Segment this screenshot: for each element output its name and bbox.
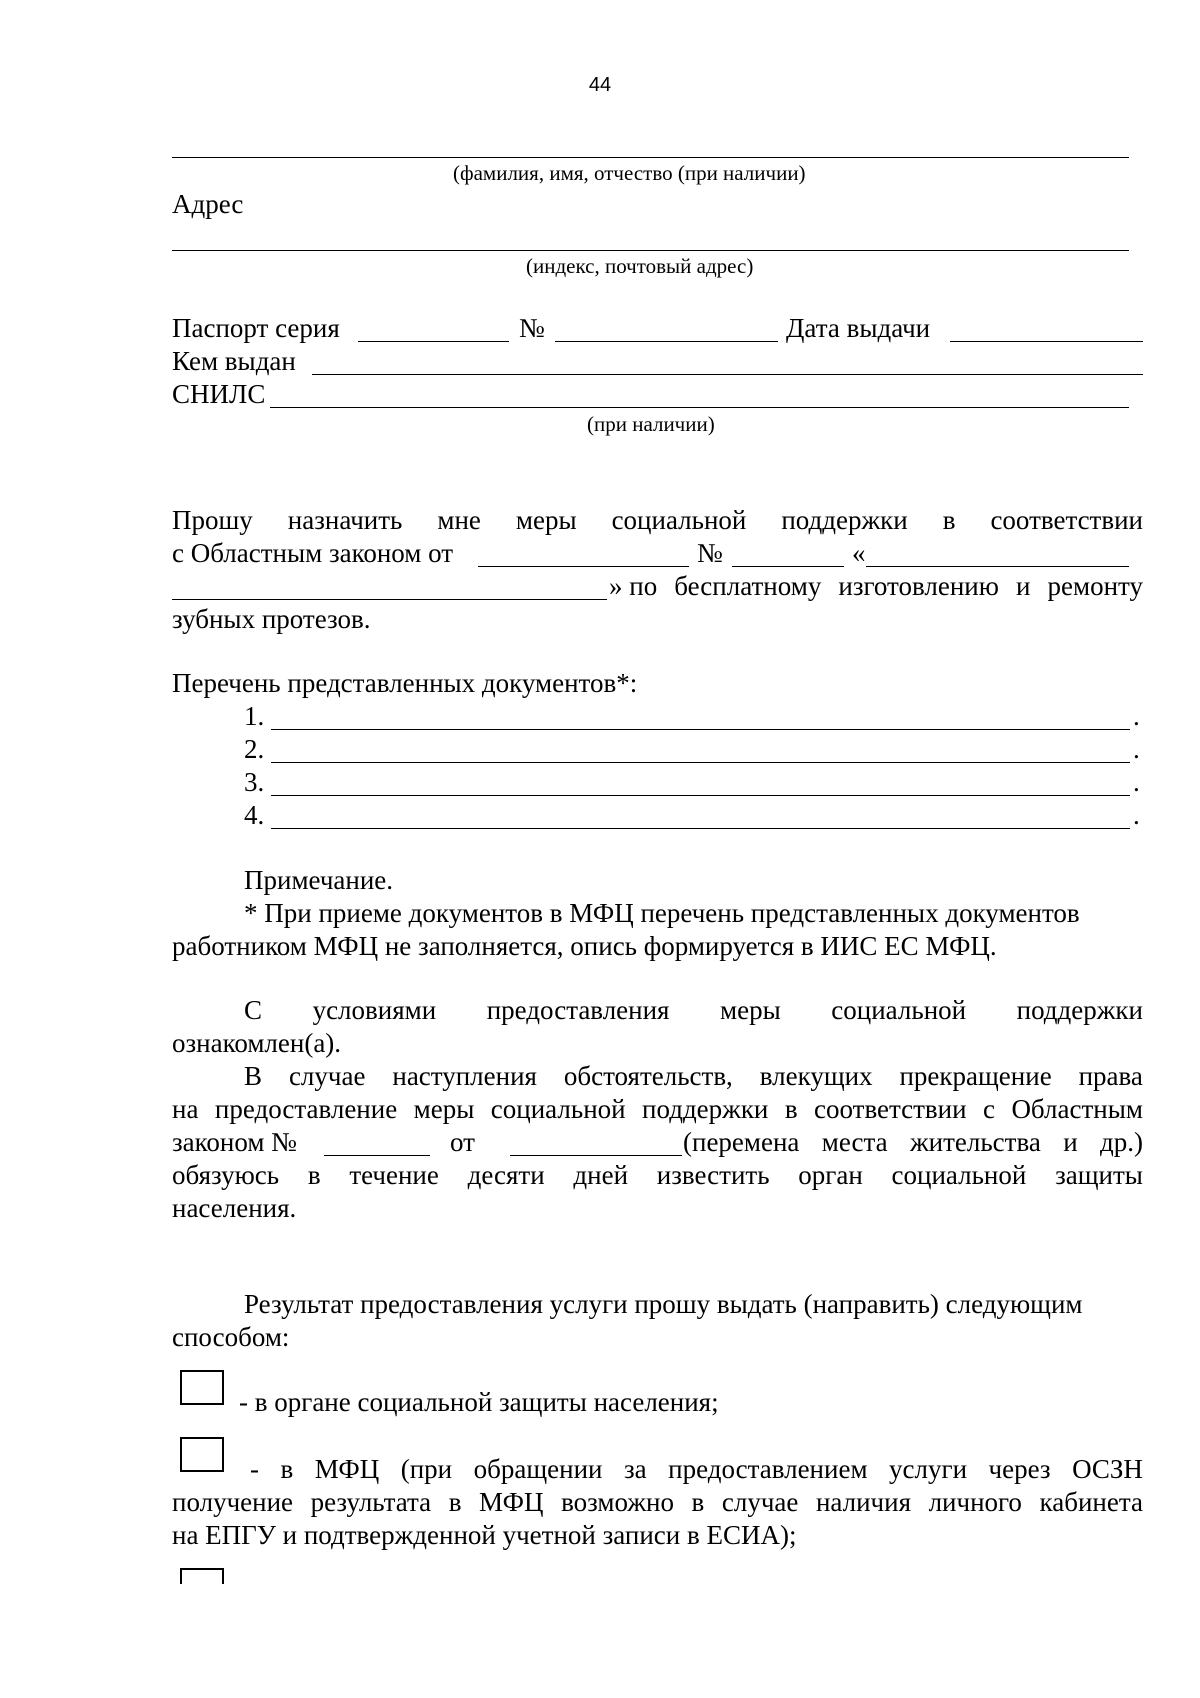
result-line-1: Результат предоставления услуги прошу выдать (направить) следующим <box>244 1289 1083 1319</box>
request-line-3 <box>609 570 1143 602</box>
document-item-number: 2. <box>244 734 265 764</box>
request-line-2c: « <box>852 538 866 568</box>
word: С <box>244 995 263 1025</box>
option-mfc-line-3: на ЕПГУ и подтвержденной учетной записи в ЕСИА); <box>172 1520 797 1550</box>
passport-number-label: № <box>519 313 545 343</box>
conditions-line-4 <box>172 1093 1143 1125</box>
word: социальной <box>891 1160 1027 1190</box>
snils-caption: (при наличии) <box>587 412 715 436</box>
conditions-law-number-field[interactable] <box>324 1155 430 1156</box>
word: за <box>623 1454 647 1484</box>
conditions-line-7: населения. <box>172 1193 297 1223</box>
word: Прошу <box>172 505 253 535</box>
word: случае <box>721 1487 799 1517</box>
word: с <box>983 1094 995 1124</box>
request-line-2b: № <box>697 538 723 568</box>
word: и <box>1063 1127 1078 1157</box>
word: обстоятельств, <box>563 1061 733 1091</box>
word: - <box>250 1454 259 1484</box>
word: прекращение <box>899 1061 1052 1091</box>
word: меры <box>413 1094 475 1124</box>
document-item-end: . <box>1133 767 1140 797</box>
word: личного <box>928 1487 1022 1517</box>
conditions-law-date-field[interactable] <box>510 1155 682 1156</box>
address-label: Адрес <box>172 189 244 219</box>
option-mfc-line-1 <box>250 1453 1143 1485</box>
document-item-field[interactable] <box>271 729 1130 730</box>
word: течение <box>349 1160 439 1190</box>
word: условиями <box>312 995 437 1025</box>
word: известить <box>656 1160 770 1190</box>
document-item-number: 4. <box>244 800 265 830</box>
page-number: 44 <box>588 74 612 96</box>
conditions-line-6 <box>172 1159 1143 1191</box>
document-item-end: . <box>1133 701 1140 731</box>
conditions-line-2: ознакомлен(а). <box>172 1028 342 1058</box>
note-title: Примечание. <box>244 865 394 895</box>
document-item-end: . <box>1133 800 1140 830</box>
snils-label: СНИЛС <box>172 379 266 409</box>
word: места <box>821 1127 888 1157</box>
passport-number-field[interactable] <box>555 341 778 342</box>
word: социальной <box>611 505 747 535</box>
word: получение <box>172 1487 294 1517</box>
fio-line <box>172 157 1129 158</box>
word: МФЦ <box>314 1454 380 1484</box>
word: через <box>988 1454 1051 1484</box>
word: поддержки <box>1016 995 1143 1025</box>
word: социальной <box>831 995 967 1025</box>
passport-series-label: Паспорт серия <box>172 313 340 343</box>
request-line-1 <box>172 504 1143 536</box>
word: орган <box>798 1160 863 1190</box>
option-osz-label: - в органе социальной защиты населения; <box>239 1387 719 1417</box>
conditions-line-5a: законом № <box>172 1127 297 1157</box>
word: (при <box>400 1454 453 1484</box>
word: поддержки <box>781 505 908 535</box>
word: назначить <box>287 505 403 535</box>
word: соответствии <box>814 1094 967 1124</box>
word: др.) <box>1100 1127 1143 1157</box>
word: Областным <box>1011 1094 1143 1124</box>
request-line-2a: с Областным законом от <box>172 538 454 568</box>
word: соответствии <box>990 505 1143 535</box>
address-line <box>172 250 1129 251</box>
conditions-line-5 <box>683 1126 1143 1158</box>
option-mfc-checkbox[interactable] <box>180 1437 224 1472</box>
word: мне <box>437 505 481 535</box>
word: результата <box>310 1487 432 1517</box>
fio-caption: (фамилия, имя, отчество (при наличии) <box>453 161 806 185</box>
word: десяти <box>467 1160 545 1190</box>
option-osz-checkbox[interactable] <box>180 1370 224 1405</box>
passport-series-field[interactable] <box>358 341 509 342</box>
conditions-line-5b: от <box>450 1127 475 1157</box>
word: ОСЗН <box>1072 1454 1143 1484</box>
document-item-number: 3. <box>244 767 265 797</box>
law-number-field[interactable] <box>732 566 844 567</box>
documents-title: Перечень представленных документов*: <box>172 668 638 698</box>
document-item-field[interactable] <box>271 795 1130 796</box>
word: дней <box>573 1160 629 1190</box>
word: » по <box>609 571 658 601</box>
word: бесплатному <box>674 571 822 601</box>
word: защиты <box>1055 1160 1143 1190</box>
word: наличия <box>815 1487 911 1517</box>
word: жительства <box>909 1127 1041 1157</box>
passport-date-label: Дата выдачи <box>786 313 931 343</box>
word: кабинета <box>1039 1487 1143 1517</box>
note-line-1: * При приеме документов в МФЦ перечень представленных документов <box>244 898 1080 928</box>
word: изготовлению <box>838 571 999 601</box>
document-item-field[interactable] <box>271 828 1130 829</box>
document-item-field[interactable] <box>271 762 1130 763</box>
word: предоставлением <box>668 1454 868 1484</box>
word: в <box>280 1454 294 1484</box>
request-line-4: зубных протезов. <box>172 604 371 634</box>
word: предоставления <box>486 995 670 1025</box>
document-item-end: . <box>1133 734 1140 764</box>
law-name-field[interactable] <box>866 566 1129 567</box>
option-mfc-line-2 <box>172 1486 1143 1518</box>
word: случае <box>288 1061 366 1091</box>
address-caption: (индекс, почтовый адрес) <box>526 254 754 278</box>
issued-by-label: Кем выдан <box>172 346 296 376</box>
word: и <box>1015 571 1031 601</box>
word: на <box>172 1094 199 1124</box>
document-item-number: 1. <box>244 701 265 731</box>
word: в <box>784 1094 798 1124</box>
word: в <box>448 1487 462 1517</box>
law-date-field[interactable] <box>478 566 689 567</box>
word: ремонту <box>1047 571 1143 601</box>
conditions-line-3 <box>244 1060 1143 1092</box>
word: поддержки <box>642 1094 769 1124</box>
word: в <box>307 1160 321 1190</box>
word: предоставление <box>214 1094 398 1124</box>
word: в <box>691 1487 705 1517</box>
word: меры <box>720 995 781 1025</box>
conditions-line-1 <box>244 994 1143 1026</box>
option-third-checkbox[interactable] <box>180 1568 224 1584</box>
word: возможно <box>561 1487 674 1517</box>
note-line-2: работником МФЦ не заполняется, опись формируется в ИИС ЕС МФЦ. <box>172 931 997 961</box>
word: услуги <box>889 1454 968 1484</box>
word: права <box>1078 1061 1143 1091</box>
issued-by-field[interactable] <box>312 374 1143 375</box>
word: МФЦ <box>479 1487 544 1517</box>
word: влекущих <box>759 1061 873 1091</box>
word: наступления <box>392 1061 537 1091</box>
passport-date-field[interactable] <box>950 341 1143 342</box>
word: В <box>244 1061 263 1091</box>
word: социальной <box>490 1094 626 1124</box>
law-name-field-cont[interactable] <box>172 599 607 600</box>
word: (перемена <box>683 1127 800 1157</box>
result-line-2: способом: <box>172 1322 290 1352</box>
word: меры <box>515 505 577 535</box>
word: обязуюсь <box>172 1160 280 1190</box>
word: в <box>942 505 956 535</box>
snils-field[interactable] <box>270 407 1129 408</box>
word: обращении <box>473 1454 603 1484</box>
